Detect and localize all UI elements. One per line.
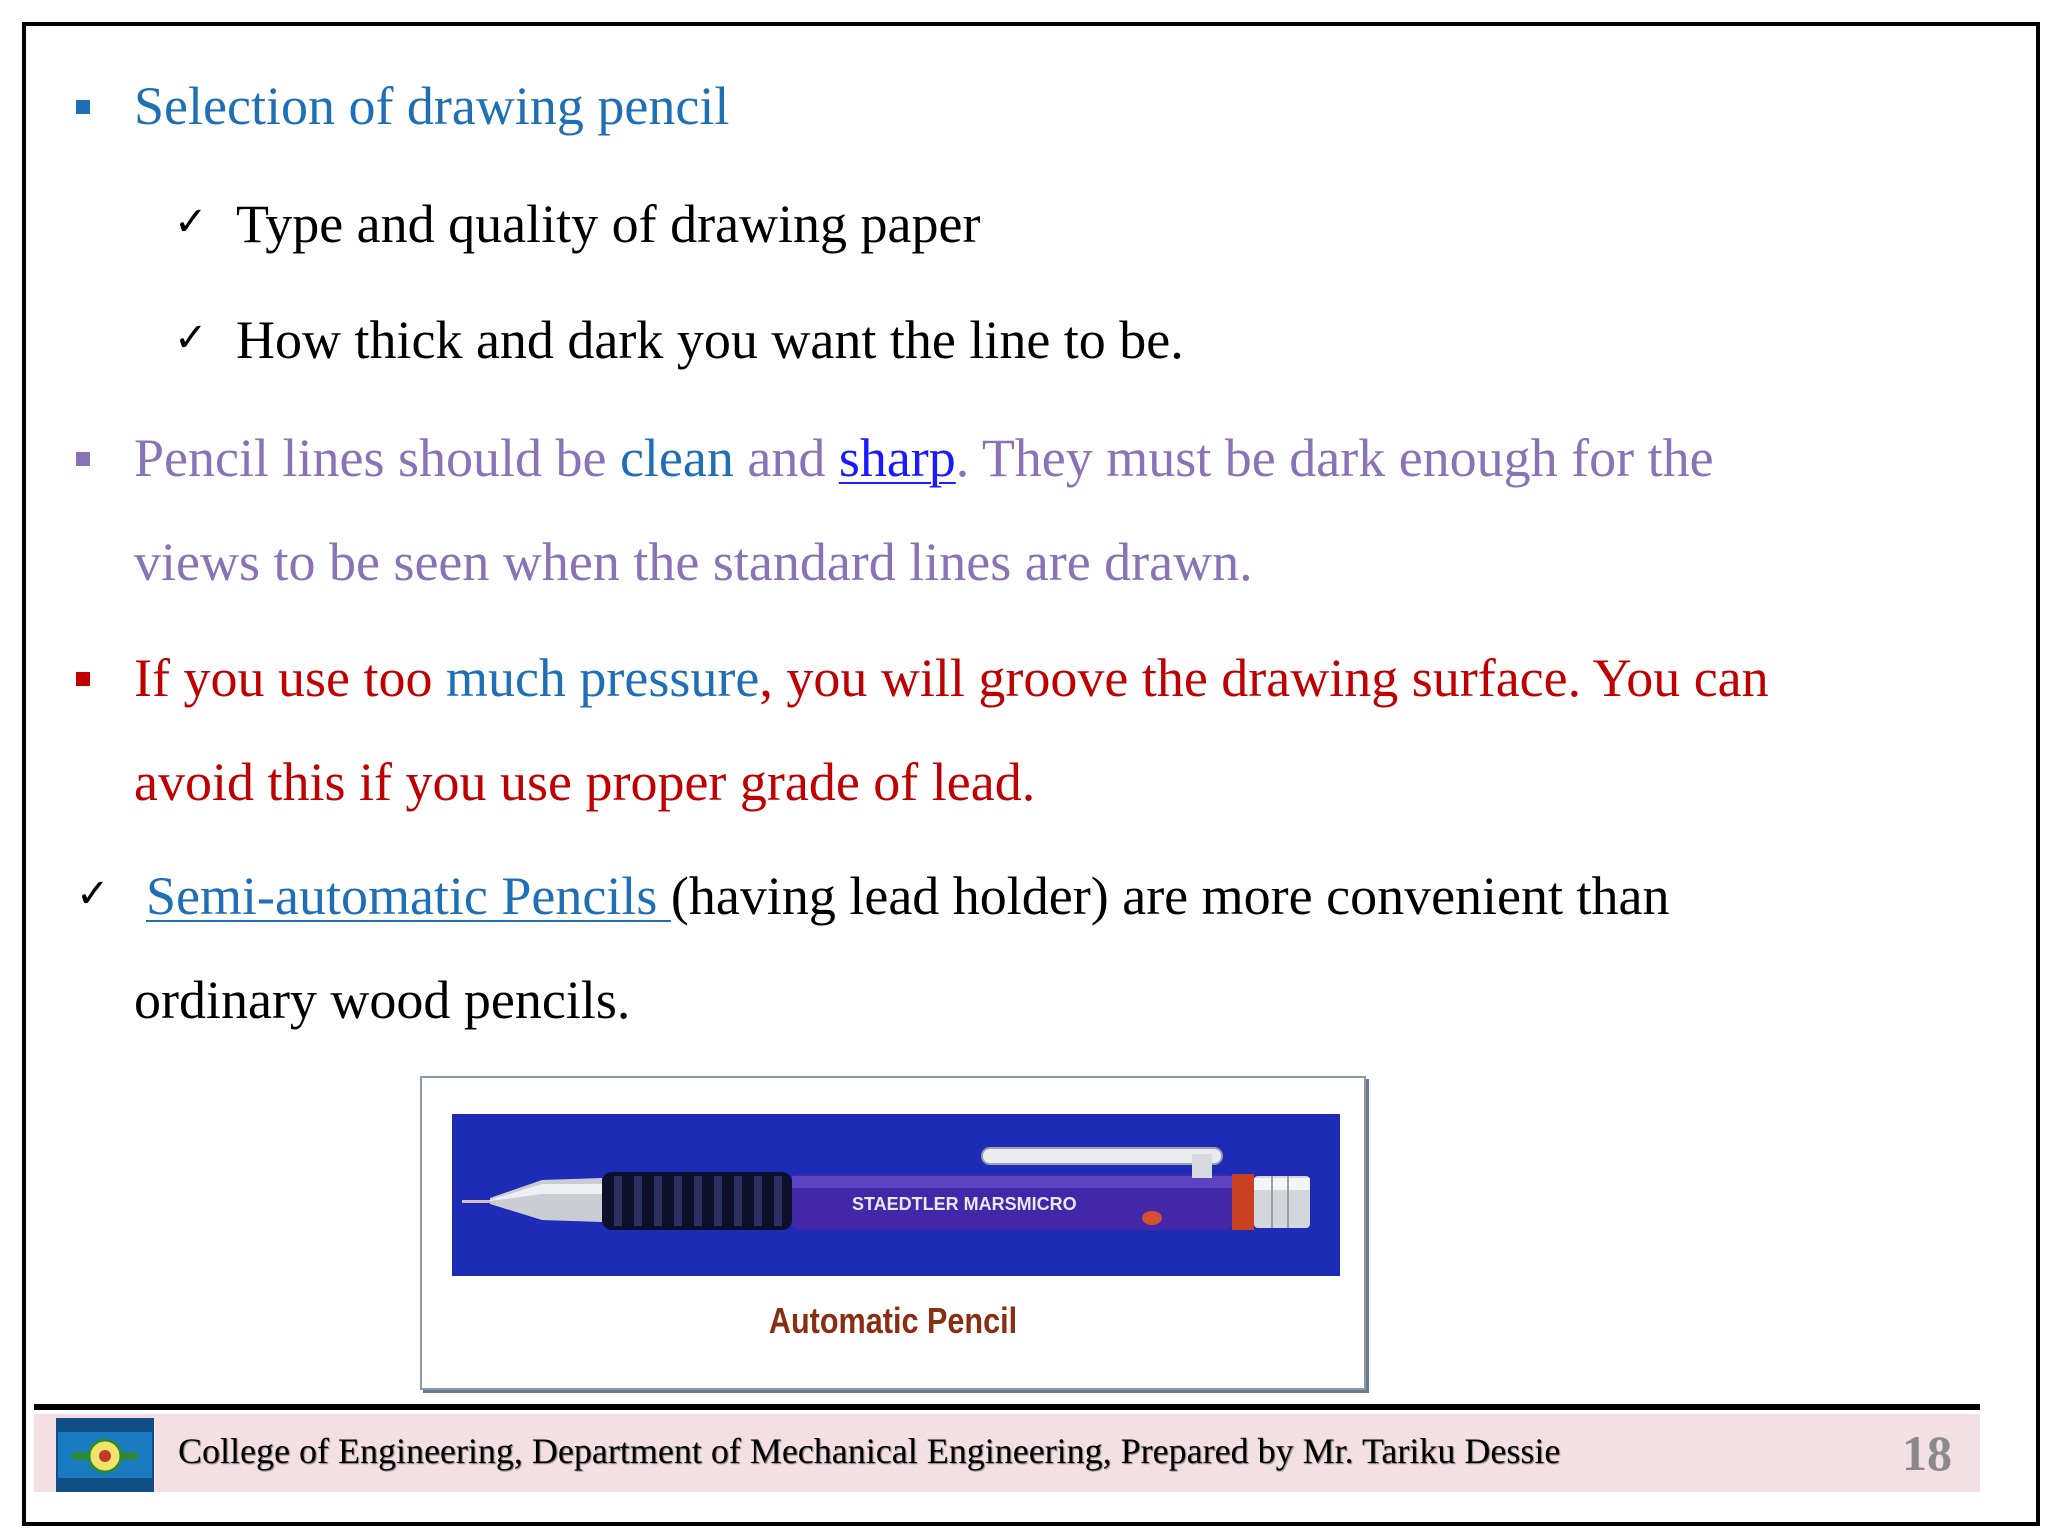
square-bullet-icon	[76, 100, 90, 114]
bullet-pressure-cont: avoid this if you use proper grade of lead.	[134, 752, 1036, 812]
text-segment: . They must be dark enough for the	[955, 428, 1714, 488]
link-sharp[interactable]: sharp	[838, 428, 956, 488]
pencil-image	[452, 1114, 1340, 1276]
text-segment: If you use too	[134, 648, 446, 708]
text-clean: clean	[619, 428, 734, 488]
link-semi-automatic-pencils[interactable]: Semi-automatic Pencils	[146, 866, 671, 926]
sub-bullet-thickness: How thick and dark you want the line to be.	[236, 310, 1184, 370]
bullet-pencil-lines	[134, 426, 1714, 490]
text-segment: and	[733, 428, 839, 488]
slide-frame	[22, 22, 2040, 1526]
page-number: 18	[1902, 1425, 1952, 1481]
text-much-pressure: much pressure	[445, 648, 760, 708]
bullet-pressure	[134, 646, 1769, 710]
footer-divider	[34, 1404, 1980, 1410]
bullet-semi-automatic-cont: ordinary wood pencils.	[134, 970, 631, 1030]
automatic-pencil-figure	[420, 1076, 1366, 1390]
bullet-selection-pencil: Selection of drawing pencil	[134, 76, 730, 136]
brand-text: STAEDTLER MARSMICRO	[852, 1194, 1077, 1214]
footer-text: College of Engineering, Department of Mechanical Engineering, Prepared by Mr. Tariku Dessie	[178, 1431, 1561, 1471]
bullet-pencil-lines-cont: views to be seen when the standard lines are drawn.	[134, 532, 1253, 592]
text-segment: (having lead holder) are more convenient than	[670, 866, 1670, 926]
slide-content	[26, 26, 2036, 1522]
text-segment: Pencil lines should be	[134, 428, 620, 488]
text-segment: , you will groove the drawing surface. You can	[759, 648, 1769, 708]
sub-bullet-paper: Type and quality of drawing paper	[236, 194, 981, 254]
check-icon: ✓	[174, 315, 208, 361]
check-icon: ✓	[76, 871, 110, 917]
square-bullet-icon	[76, 672, 90, 686]
footer	[34, 1414, 1980, 1492]
logo-emblem-icon	[58, 1420, 152, 1490]
check-icon: ✓	[174, 199, 208, 245]
university-logo	[56, 1418, 154, 1492]
square-bullet-icon	[76, 452, 90, 466]
figure-caption: Automatic Pencil	[768, 1300, 1018, 1341]
bullet-semi-automatic	[146, 864, 1669, 928]
pencil-icon	[452, 1114, 1340, 1276]
